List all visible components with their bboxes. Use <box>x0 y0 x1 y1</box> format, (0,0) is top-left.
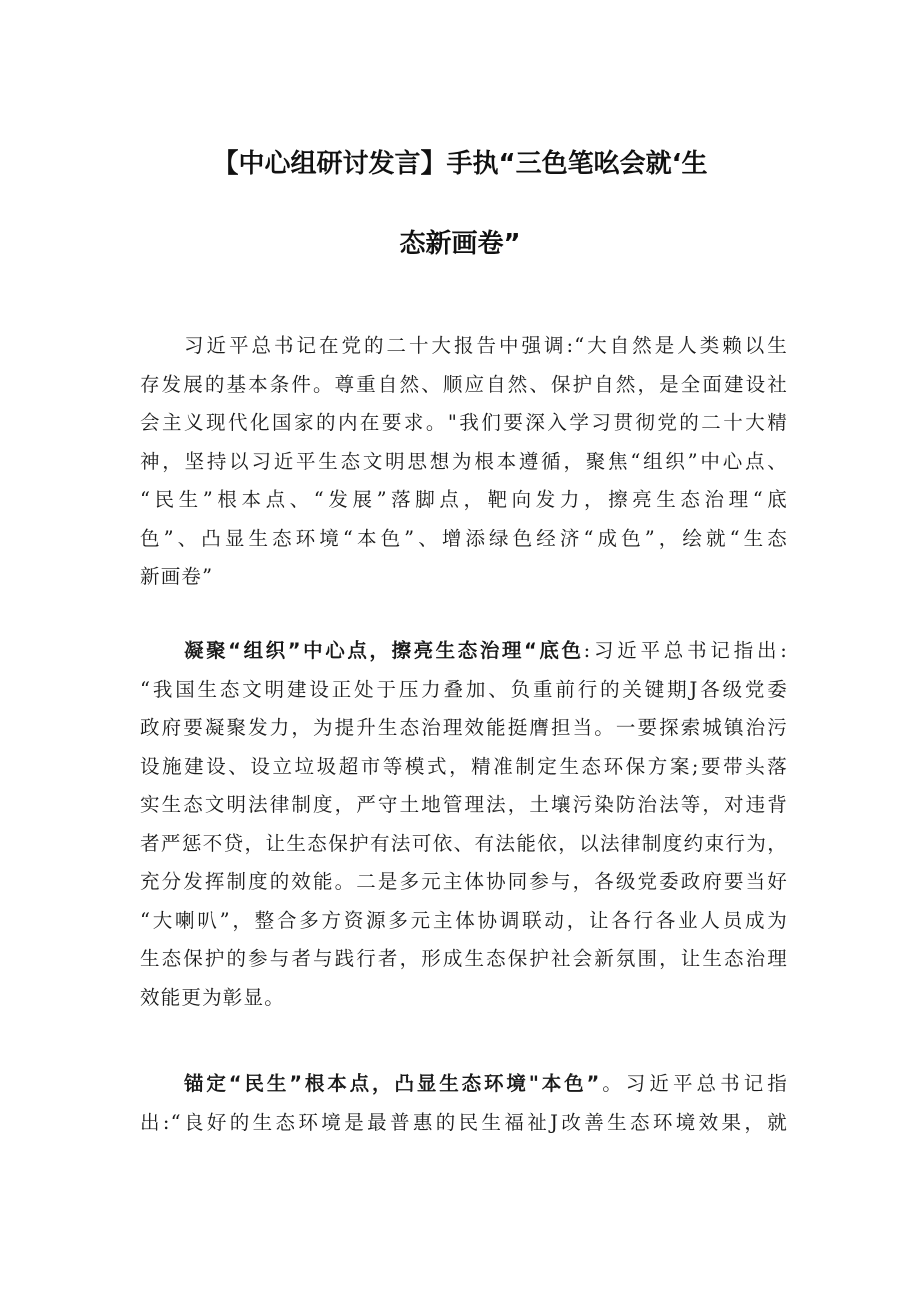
paragraph-livelihood <box>140 1065 788 1142</box>
paragraph-line: 新画卷” <box>140 565 214 588</box>
document-title-line-1: 【中心组研讨发言】手执“三色笔吆会就‘生 <box>212 149 708 179</box>
paragraph-first-line <box>140 632 788 671</box>
paragraph-line: 出:“良好的生态环境是最普惠的民生福祉J改善生态环境效果，就 <box>140 1110 788 1134</box>
section-heading: 锚定“民生”根本点，凸显生态环境"本色” <box>184 1072 600 1095</box>
paragraph-line: 生态保护的参与者与践行者，形成生态保护社会新氛围，让生态治理 <box>140 947 788 970</box>
paragraph-line: 者严惩不贷，让生态保护有法可依、有法能依，以法律制度约束行为， <box>140 831 788 855</box>
paragraph-line: 会主义现代化国家的内在要求。"我们要深入学习贯彻党的二十大精 <box>140 411 788 434</box>
paragraph-first-line <box>140 1065 788 1104</box>
paragraph-line: “民生”根本点、“发展”落脚点，靶向发力，擦亮生态治理“底 <box>140 488 788 511</box>
paragraph-line: 充分发挥制度的效能。二是多元主体协同参与，各级党委政府要当好 <box>140 870 788 893</box>
paragraph-line: 习近平总书记在党的二十大报告中强调:“大自然是人类赖以生 <box>184 334 788 357</box>
paragraph-line: 政府要凝聚发力，为提升生态治理效能挺膺担当。一要探索城镇治污 <box>140 716 788 739</box>
section-heading: 凝聚“组织”中心点，擦亮生态治理“底色 <box>184 639 584 662</box>
paragraph-line: “我国生态文明建设正处于压力叠加、负重前行的关键期J各级党委 <box>140 677 788 701</box>
paragraph-intro <box>140 327 788 597</box>
paragraph-line: 。习近平总书记指 <box>599 1072 788 1095</box>
paragraph-line: 色”、凸显生态环境“本色”、增添绿色经济“成色”，绘就“生态 <box>140 526 788 550</box>
paragraph-line: 效能更为彰显。 <box>140 985 285 1009</box>
paragraph-line: “大喇叭”，整合多方资源多元主体协调联动，让各行各业人员成为 <box>140 908 788 932</box>
paragraph-organization <box>140 632 788 1017</box>
paragraph-line: :习近平总书记指出: <box>583 639 788 662</box>
paragraph-line: 实生态文明法律制度，严守土地管理法，土壤污染防治法等，对违背 <box>140 793 788 816</box>
document-title-line-2: 态新画卷” <box>399 229 521 259</box>
paragraph-line: 存发展的基本条件。尊重自然、顺应自然、保护自然，是全面建设社 <box>140 372 788 396</box>
paragraph-line: 神，坚持以习近平生态文明思想为根本遵循，聚焦“组织”中心点、 <box>140 449 788 473</box>
paragraph-line: 设施建设、设立垃圾超市等模式，精准制定生态环保方案;要带头落 <box>140 754 788 778</box>
